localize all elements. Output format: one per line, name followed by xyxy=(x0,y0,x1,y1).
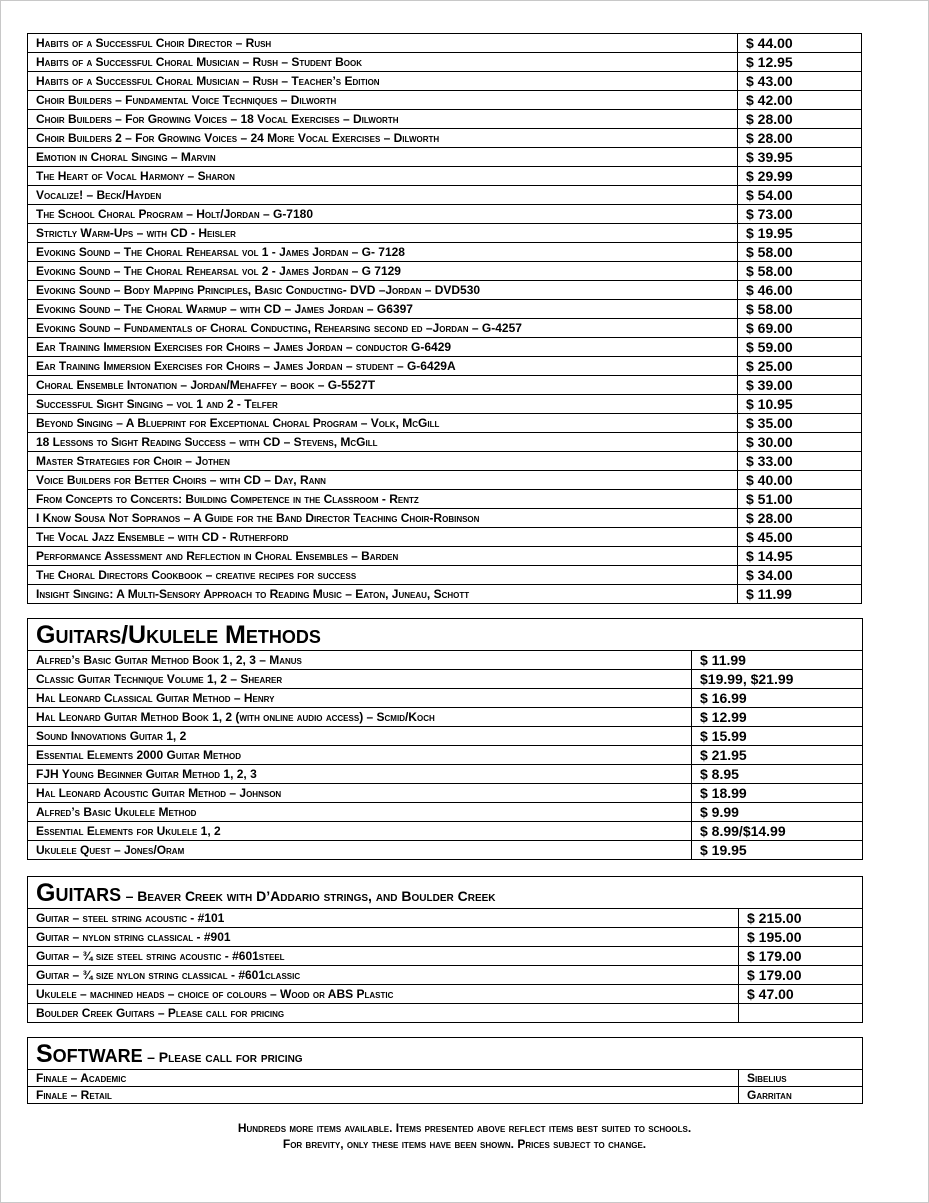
item-title: Guitar – ¾ size steel string acoustic - #601steel xyxy=(28,947,739,966)
item-price: $ 39.95 xyxy=(738,148,862,167)
item-title: Evoking Sound – Fundamentals of Choral Conducting, Rehearsing second ed –Jordan – G-4257 xyxy=(28,319,738,338)
item-title: Evoking Sound – The Choral Rehearsal vol 2 - James Jordan – G 7129 xyxy=(28,262,738,281)
table-row xyxy=(28,928,863,947)
table-row xyxy=(28,528,862,547)
table-row xyxy=(28,452,862,471)
table-row xyxy=(28,708,863,727)
guitars-body xyxy=(28,877,863,1023)
table-row xyxy=(28,281,862,300)
item-price: $ 59.00 xyxy=(738,338,862,357)
table-row xyxy=(28,1070,863,1087)
table-row xyxy=(28,490,862,509)
item-price: $ 33.00 xyxy=(738,452,862,471)
table-row xyxy=(28,822,863,841)
item-price: $ 8.99/$14.99 xyxy=(692,822,863,841)
item-price: $ 51.00 xyxy=(738,490,862,509)
table-row xyxy=(28,357,862,376)
item-price: $ 179.00 xyxy=(739,947,863,966)
guitar-methods-body xyxy=(28,619,863,860)
table-row xyxy=(28,784,863,803)
item-price: $ 58.00 xyxy=(738,243,862,262)
guitar-methods-title: Guitars/Ukulele Methods xyxy=(36,621,321,649)
choral-books-body xyxy=(28,34,862,604)
item-title: Choral Ensemble Intonation – Jordan/Mehaffey – book – G-5527T xyxy=(28,376,738,395)
item-price: $ 21.95 xyxy=(692,746,863,765)
item-title: Finale – Academic xyxy=(28,1070,739,1087)
item-price: $ 11.99 xyxy=(738,585,862,604)
item-title: Ear Training Immersion Exercises for Choirs – James Jordan – student – G-6429A xyxy=(28,357,738,376)
item-title: Essential Elements 2000 Guitar Method xyxy=(28,746,692,765)
table-row xyxy=(28,376,862,395)
table-row xyxy=(28,841,863,860)
table-row xyxy=(28,433,862,452)
item-title: Finale – Retail xyxy=(28,1087,739,1104)
item-price: $ 15.99 xyxy=(692,727,863,746)
item-title: Habits of a Successful Choral Musician – Rush – Student Book xyxy=(28,53,738,72)
table-row xyxy=(28,547,862,566)
item-price: $ 58.00 xyxy=(738,262,862,281)
item-price: $ 30.00 xyxy=(738,433,862,452)
item-title: Master Strategies for Choir – Jothen xyxy=(28,452,738,471)
item-title: Habits of a Successful Choir Director – Rush xyxy=(28,34,738,53)
item-title: Hal Leonard Guitar Method Book 1, 2 (with online audio access) – Scmid/Koch xyxy=(28,708,692,727)
table-row xyxy=(28,319,862,338)
software-header-cell xyxy=(28,1038,863,1070)
item-title: Performance Assessment and Reflection in Choral Ensembles – Barden xyxy=(28,547,738,566)
item-price: $ 179.00 xyxy=(739,966,863,985)
item-price: $ 47.00 xyxy=(739,985,863,1004)
item-price: $ 69.00 xyxy=(738,319,862,338)
item-price xyxy=(739,1004,863,1023)
guitar-methods-header-row xyxy=(28,619,863,651)
table-row xyxy=(28,414,862,433)
item-title: Insight Singing: A Multi-Sensory Approach to Reading Music – Eaton, Juneau, Schott xyxy=(28,585,738,604)
item-price: $ 43.00 xyxy=(738,72,862,91)
item-price: $ 39.00 xyxy=(738,376,862,395)
choral-books-table xyxy=(27,33,862,604)
item-price: $ 44.00 xyxy=(738,34,862,53)
item-price: $ 40.00 xyxy=(738,471,862,490)
table-row xyxy=(28,985,863,1004)
item-title: Choir Builders – For Growing Voices – 18 Vocal Exercises – Dilworth xyxy=(28,110,738,129)
table-row xyxy=(28,72,862,91)
item-price: $ 34.00 xyxy=(738,566,862,585)
item-price: $ 73.00 xyxy=(738,205,862,224)
item-title: The Vocal Jazz Ensemble – with CD - Rutherford xyxy=(28,528,738,547)
item-title: Ukulele Quest – Jones/Oram xyxy=(28,841,692,860)
item-title: Ukulele – machined heads – choice of colours – Wood or ABS Plastic xyxy=(28,985,739,1004)
item-price: $ 54.00 xyxy=(738,186,862,205)
item-price: $ 195.00 xyxy=(739,928,863,947)
table-row xyxy=(28,670,863,689)
table-row xyxy=(28,110,862,129)
guitars-header-cell xyxy=(28,877,863,909)
table-row xyxy=(28,262,862,281)
item-vendor: Sibelius xyxy=(739,1070,863,1087)
table-row xyxy=(28,585,862,604)
software-subtitle: – Please call for pricing xyxy=(147,1049,303,1065)
table-row xyxy=(28,746,863,765)
item-title: Evoking Sound – The Choral Warmup – with CD – James Jordan – G6397 xyxy=(28,300,738,319)
item-title: FJH Young Beginner Guitar Method 1, 2, 3 xyxy=(28,765,692,784)
table-row xyxy=(28,803,863,822)
table-row xyxy=(28,651,863,670)
item-price: $ 42.00 xyxy=(738,91,862,110)
software-title: Software xyxy=(36,1040,143,1068)
item-title: Voice Builders for Better Choirs – with CD – Day, Rann xyxy=(28,471,738,490)
item-title: Hal Leonard Acoustic Guitar Method – Johnson xyxy=(28,784,692,803)
footer-line-2: For brevity, only these items have been shown. Prices subject to change. xyxy=(282,1137,647,1151)
item-title: Sound Innovations Guitar 1, 2 xyxy=(28,727,692,746)
table-row xyxy=(28,91,862,110)
item-price: $ 16.99 xyxy=(692,689,863,708)
item-title: Emotion in Choral Singing – Marvin xyxy=(28,148,738,167)
table-row xyxy=(28,395,862,414)
item-price: $ 25.00 xyxy=(738,357,862,376)
item-price: $ 45.00 xyxy=(738,528,862,547)
item-title: I Know Sousa Not Sopranos – A Guide for the Band Director Teaching Choir-Robinson xyxy=(28,509,738,528)
table-row xyxy=(28,129,862,148)
item-price: $ 58.00 xyxy=(738,300,862,319)
table-row xyxy=(28,34,862,53)
guitars-header-row xyxy=(28,877,863,909)
table-row xyxy=(28,186,862,205)
item-title: Classic Guitar Technique Volume 1, 2 – Shearer xyxy=(28,670,692,689)
guitar-methods-header-cell xyxy=(28,619,863,651)
table-row xyxy=(28,224,862,243)
item-price: $ 19.95 xyxy=(738,224,862,243)
item-price: $ 10.95 xyxy=(738,395,862,414)
item-title: From Concepts to Concerts: Building Competence in the Classroom - Rentz xyxy=(28,490,738,509)
guitar-methods-table xyxy=(27,618,863,860)
table-row xyxy=(28,566,862,585)
table-row xyxy=(28,205,862,224)
item-title: Guitar – nylon string classical - #901 xyxy=(28,928,739,947)
table-row xyxy=(28,148,862,167)
software-header-row xyxy=(28,1038,863,1070)
item-title: Evoking Sound – Body Mapping Principles, Basic Conducting- DVD –Jordan – DVD530 xyxy=(28,281,738,300)
table-row xyxy=(28,966,863,985)
item-price: $19.99, $21.99 xyxy=(692,670,863,689)
item-price: $ 28.00 xyxy=(738,509,862,528)
footer-line-1: Hundreds more items available. Items presented above reflect items best suited to schools. xyxy=(237,1121,692,1135)
item-title: The School Choral Program – Holt/Jordan – G-7180 xyxy=(28,205,738,224)
item-title: Essential Elements for Ukulele 1, 2 xyxy=(28,822,692,841)
item-title: Hal Leonard Classical Guitar Method – Henry xyxy=(28,689,692,708)
item-price: $ 19.95 xyxy=(692,841,863,860)
item-price: $ 18.99 xyxy=(692,784,863,803)
table-row xyxy=(28,509,862,528)
item-title: Strictly Warm-Ups – with CD - Heisler xyxy=(28,224,738,243)
item-title: Beyond Singing – A Blueprint for Exceptional Choral Program – Volk, McGill xyxy=(28,414,738,433)
item-price: $ 46.00 xyxy=(738,281,862,300)
item-price: $ 28.00 xyxy=(738,110,862,129)
guitars-subtitle: – Beaver Creek with D’Addario strings, and Boulder Creek xyxy=(125,888,496,904)
table-row xyxy=(28,167,862,186)
table-row xyxy=(28,909,863,928)
item-price: $ 35.00 xyxy=(738,414,862,433)
guitars-title: Guitars xyxy=(36,879,122,907)
item-price: $ 12.99 xyxy=(692,708,863,727)
item-vendor: Garritan xyxy=(739,1087,863,1104)
item-title: Evoking Sound – The Choral Rehearsal vol 1 - James Jordan – G- 7128 xyxy=(28,243,738,262)
table-row xyxy=(28,53,862,72)
item-price: $ 29.99 xyxy=(738,167,862,186)
item-title: The Choral Directors Cookbook – creative recipes for success xyxy=(28,566,738,585)
item-price: $ 14.95 xyxy=(738,547,862,566)
item-price: $ 28.00 xyxy=(738,129,862,148)
table-row xyxy=(28,471,862,490)
item-title: Alfred’s Basic Ukulele Method xyxy=(28,803,692,822)
item-title: Habits of a Successful Choral Musician – Rush – Teacher’s Edition xyxy=(28,72,738,91)
item-price: $ 11.99 xyxy=(692,651,863,670)
item-title: 18 Lessons to Sight Reading Success – with CD – Stevens, McGill xyxy=(28,433,738,452)
software-table xyxy=(27,1037,863,1104)
table-row xyxy=(28,727,863,746)
software-body xyxy=(28,1038,863,1104)
table-row xyxy=(28,765,863,784)
item-title: Choir Builders 2 – For Growing Voices – 24 More Vocal Exercises – Dilworth xyxy=(28,129,738,148)
table-row xyxy=(28,243,862,262)
item-price: $ 9.99 xyxy=(692,803,863,822)
table-row xyxy=(28,1004,863,1023)
item-price: $ 12.95 xyxy=(738,53,862,72)
table-row xyxy=(28,689,863,708)
item-title: Choir Builders – Fundamental Voice Techniques – Dilworth xyxy=(28,91,738,110)
item-title: The Heart of Vocal Harmony – Sharon xyxy=(28,167,738,186)
guitars-table xyxy=(27,876,863,1023)
item-price: $ 215.00 xyxy=(739,909,863,928)
table-row xyxy=(28,947,863,966)
item-title: Vocalize! – Beck/Hayden xyxy=(28,186,738,205)
table-row xyxy=(28,300,862,319)
item-title: Guitar – ¾ size nylon string classical - #601classic xyxy=(28,966,739,985)
item-title: Successful Sight Singing – vol 1 and 2 - Telfer xyxy=(28,395,738,414)
table-row xyxy=(28,338,862,357)
item-title: Ear Training Immersion Exercises for Choirs – James Jordan – conductor G-6429 xyxy=(28,338,738,357)
item-title: Boulder Creek Guitars – Please call for pricing xyxy=(28,1004,739,1023)
item-title: Guitar – steel string acoustic - #101 xyxy=(28,909,739,928)
item-title: Alfred’s Basic Guitar Method Book 1, 2, 3 – Manus xyxy=(28,651,692,670)
item-price: $ 8.95 xyxy=(692,765,863,784)
table-row xyxy=(28,1087,863,1104)
